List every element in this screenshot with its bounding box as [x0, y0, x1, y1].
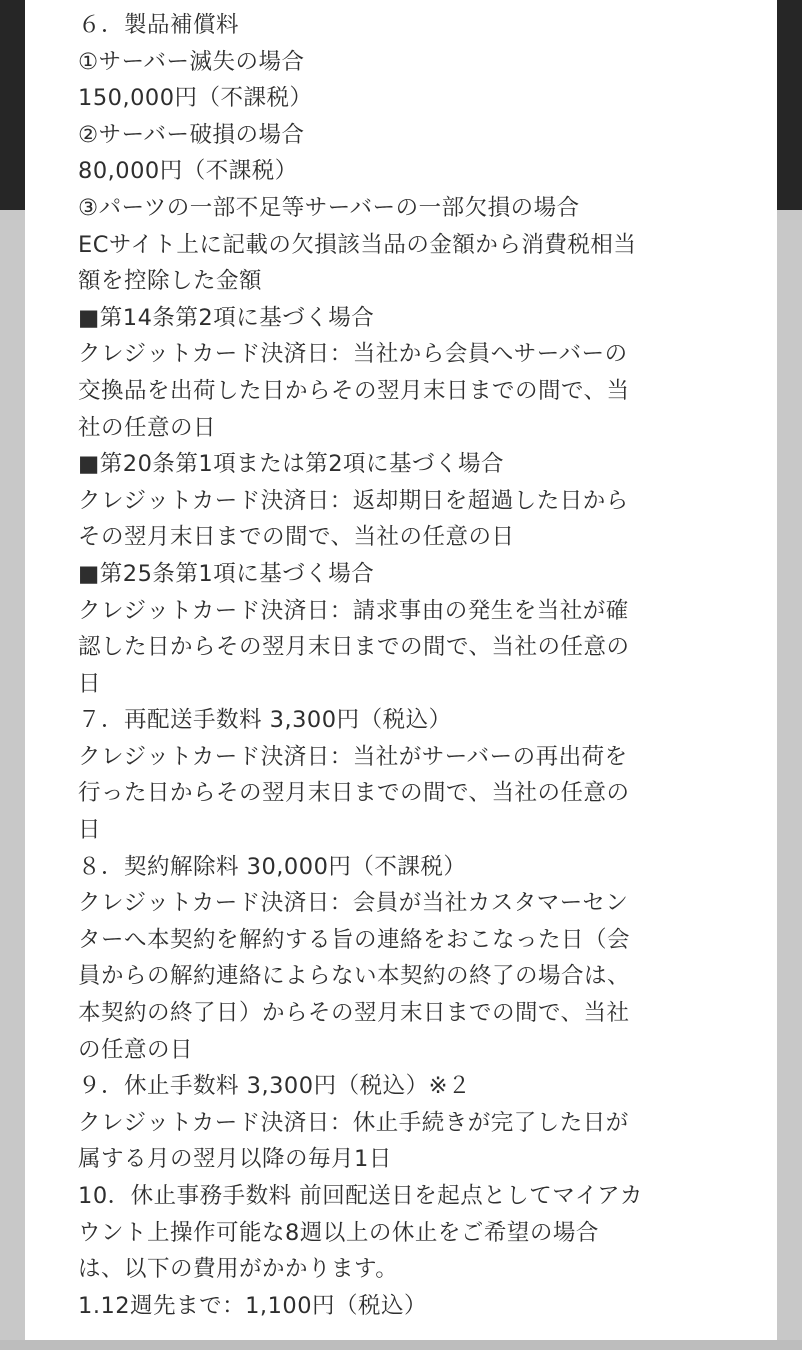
text-line: ③パーツの一部不足等サーバーの一部欠損の場合 [78, 194, 580, 221]
text-line: ７．再配送手数料 3,300円（税込） [78, 707, 452, 734]
text-line: クレジットカード決済日：当社がサーバーの再出荷を [78, 743, 628, 770]
text-line: 日 [78, 817, 102, 844]
text-line: クレジットカード決済日：当社から会員へサーバーの [78, 341, 628, 368]
text-line: 員からの解約連絡によらない本契約の終了の場合は、 [78, 963, 631, 990]
text-line: 額を控除した金額 [78, 268, 263, 295]
text-line: 本契約の終了日）からその翌月末日までの間で、当社 [78, 1000, 630, 1027]
text-line: 1.12週先まで：1,100円（税込） [78, 1292, 428, 1319]
text-line: ■第20条第1項または第2項に基づく場合 [78, 451, 505, 478]
text-line: の任意の日 [78, 1036, 194, 1063]
text-line: クレジットカード決済日：請求事由の発生を当社が確 [78, 597, 629, 624]
text-line: 150,000円（不課税） [78, 85, 313, 112]
text-line: ②サーバー破損の場合 [78, 121, 305, 148]
terms-document [78, 7, 728, 1324]
text-line: 80,000円（不課税） [78, 158, 298, 185]
text-line: ９．休止手数料 3,300円（税込）※２ [78, 1073, 471, 1100]
text-line: クレジットカード決済日：休止手続きが完了した日が [78, 1109, 629, 1136]
text-line: その翌月末日までの間で、当社の任意の日 [78, 524, 515, 551]
text-line: ■第14条第2項に基づく場合 [78, 304, 375, 331]
text-line: ８．契約解除料 30,000円（不課税） [78, 853, 467, 880]
text-line: クレジットカード決済日：返却期日を超過した日から [78, 487, 629, 514]
text-line: 交換品を出荷した日からその翌月末日までの間で、当 [78, 377, 630, 404]
text-line: ①サーバー滅失の場合 [78, 48, 305, 75]
text-line: クレジットカード決済日：会員が当社カスタマーセン [78, 890, 629, 917]
text-line: ターへ本契約を解約する旨の連絡をおこなった日（会 [78, 926, 631, 953]
bottom-scroll-edge [0, 1340, 802, 1350]
text-line: ウント上操作可能な8週以上の休止をご希望の場合 [78, 1219, 599, 1246]
text-line: 社の任意の日 [78, 414, 217, 441]
text-line: ECサイト上に記載の欠損該当品の金額から消費税相当 [78, 231, 637, 258]
text-line: 認した日からその翌月末日までの間で、当社の任意の [78, 634, 630, 661]
text-line: 日 [78, 670, 102, 697]
text-line: は、以下の費用がかかります。 [78, 1256, 399, 1283]
text-line: ６．製品補償料 [78, 12, 240, 38]
text-line: ■第25条第1項に基づく場合 [78, 560, 375, 587]
text-line: 行った日からその翌月末日までの間で、当社の任意の [78, 780, 630, 807]
text-line: 属する月の翌月以降の毎月1日 [78, 1146, 392, 1173]
text-line: 10．休止事務手数料 前回配送日を起点としてマイアカ [78, 1183, 643, 1209]
